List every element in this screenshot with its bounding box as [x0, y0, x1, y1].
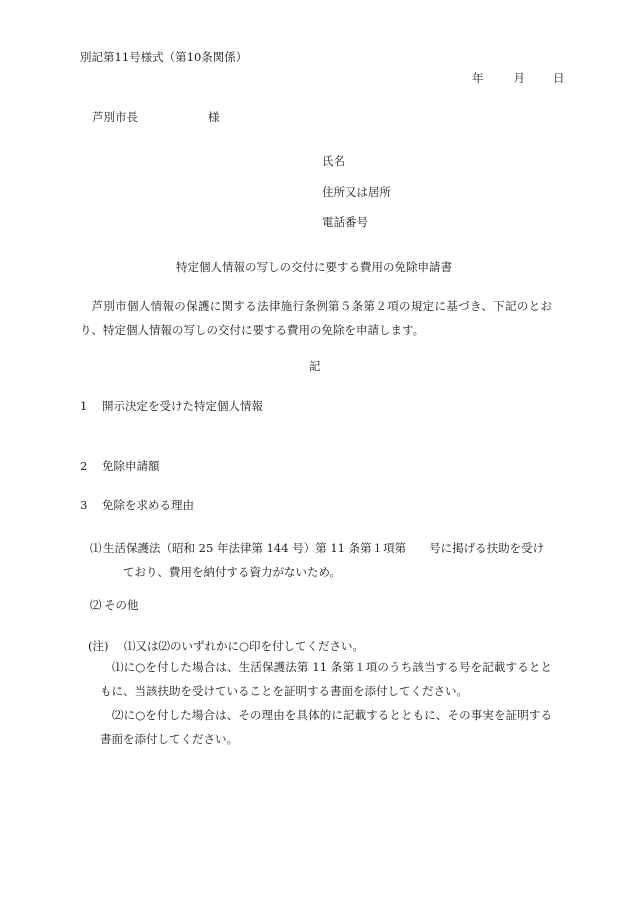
- date-month: 月: [513, 71, 525, 85]
- item-1-number: 1: [80, 399, 88, 413]
- reason-1-number: ⑴: [90, 541, 102, 555]
- applicant-phone-label: 電話番号: [322, 215, 368, 229]
- item-1-label: 開示決定を受けた特定個人情報: [102, 399, 263, 413]
- intro-paragraph: 芦別市個人情報の保護に関する法律施行条例第５条第２項の規定に基づき、下記のとおり、特定個人情報の写しの交付に要する費用の免除を申請します。: [80, 299, 552, 337]
- addressee-name: 芦別市長: [92, 110, 138, 124]
- date-day: 日: [553, 71, 565, 85]
- item-3-number: 3: [80, 498, 88, 512]
- item-2-label: 免除申請額: [102, 459, 160, 473]
- notes-label: (注): [88, 639, 109, 653]
- note-line-3: ⑵に○を付した場合は、その理由を具体的に記載するとともに、その事実を証明する書面を添付してください。: [100, 708, 552, 746]
- document-title: 特定個人情報の写しの交付に要する費用の免除申請書: [176, 260, 452, 274]
- ki-heading: 記: [309, 359, 321, 373]
- reason-2-text: その他: [104, 598, 139, 612]
- item-2-number: 2: [80, 459, 88, 473]
- item-3-label: 免除を求める理由: [102, 498, 194, 512]
- reason-1-text: [103, 536, 552, 584]
- applicant-name-label: 氏名: [322, 154, 345, 168]
- date-year: 年: [472, 71, 484, 85]
- form-label: 別記第11号様式（第10条関係）: [80, 50, 248, 64]
- addressee-honorific: 様: [208, 110, 220, 124]
- date-line: [472, 73, 565, 85]
- note-line-1: ⑴又は⑵のいずれかに○印を付してください。: [124, 639, 365, 653]
- applicant-address-label: 住所又は居所: [322, 185, 391, 199]
- reason-1-text-body: 生活保護法（昭和 25 年法律第 144 号）第 11 条第１項第 号に掲げる扶助を受けており、費用を納付する資力がないため。: [103, 541, 545, 579]
- reason-2-number: ⑵: [90, 598, 102, 612]
- note-line-2: ⑴に○を付した場合は、生活保護法第 11 条第１項のうち該当する号を記載するとともに、当該扶助を受けていることを証明する書面を添付してください。: [100, 660, 552, 698]
